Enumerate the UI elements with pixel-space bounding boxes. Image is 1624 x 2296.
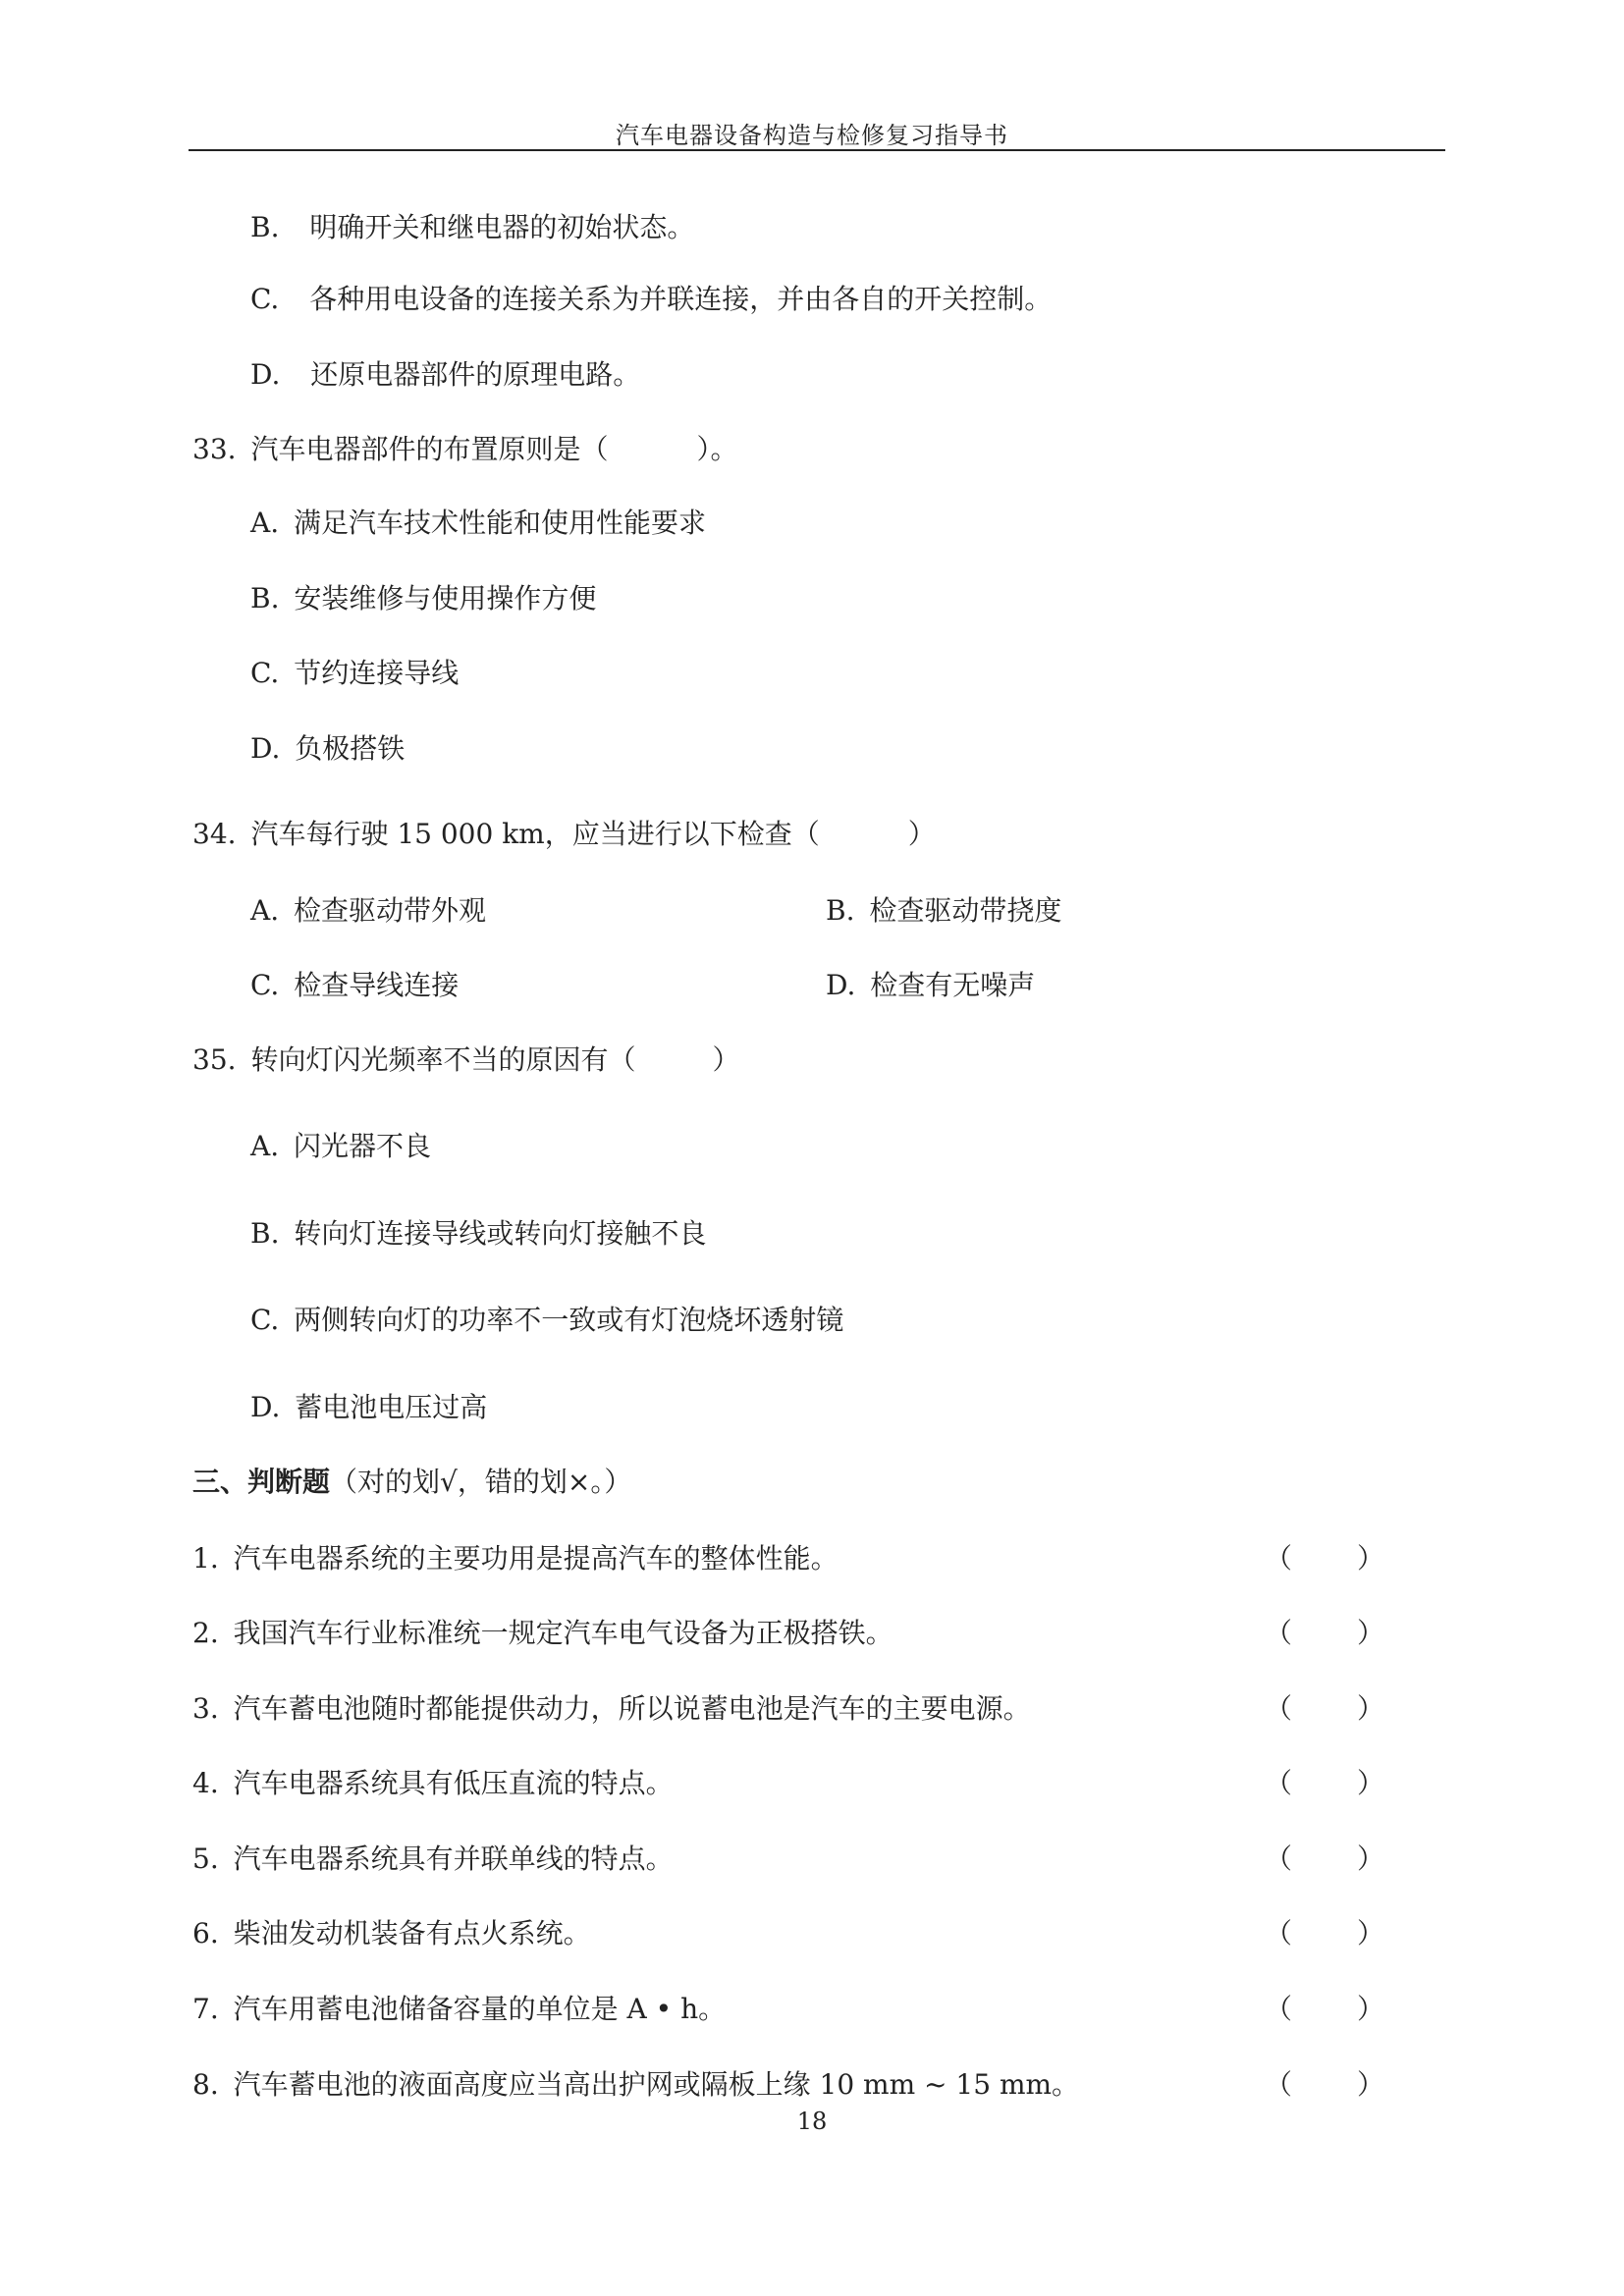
- bracket-open: （: [1265, 1842, 1293, 1875]
- option-text: 各种用电设备的连接关系为并联连接，并由各自的开关控制。: [309, 283, 1053, 315]
- item-text: 柴油发动机装备有点火系统。: [233, 1917, 591, 1949]
- question-stem: 转向灯闪光频率不当的原因有（: [250, 1043, 636, 1076]
- option-letter: B.: [250, 211, 280, 243]
- option-text: 检查驱动带外观: [294, 894, 487, 927]
- question-number: 34.: [192, 818, 237, 850]
- q33-option-b: [250, 581, 596, 616]
- question-stem: 汽车每行驶 15 000 km，应当进行以下检查（: [250, 818, 820, 850]
- q33-option-d: [250, 731, 405, 767]
- bracket-close: ）: [1356, 1542, 1384, 1575]
- option-text: 检查导线连接: [294, 969, 460, 1001]
- option-text: 明确开关和继电器的初始状态。: [309, 211, 695, 243]
- q35-option-a: [250, 1129, 431, 1164]
- option-letter: D.: [250, 732, 281, 765]
- item-text: 汽车电器系统具有低压直流的特点。: [233, 1767, 674, 1799]
- item-text: 汽车蓄电池随时都能提供动力，所以说蓄电池是汽车的主要电源。: [233, 1692, 1031, 1725]
- option-text: 两侧转向灯的功率不一致或有灯泡烧坏透射镜: [294, 1304, 844, 1336]
- judgment-item-2: [192, 1616, 893, 1651]
- judgment-item-1: [192, 1541, 839, 1576]
- answer-bracket[interactable]: [1265, 1916, 1384, 1951]
- bracket-close: ）: [1356, 1917, 1384, 1949]
- answer-bracket[interactable]: [1265, 2067, 1384, 2103]
- option-text: 闪光器不良: [294, 1130, 432, 1162]
- bracket-open: （: [1265, 1993, 1293, 2025]
- bracket-open: （: [1265, 1617, 1293, 1649]
- option-text: 节约连接导线: [294, 657, 460, 689]
- item-number: 2.: [192, 1617, 219, 1649]
- judgment-item-4: [192, 1766, 674, 1801]
- item-number: 5.: [192, 1842, 219, 1875]
- item-number: 1.: [192, 1542, 219, 1575]
- question-34: [192, 817, 936, 852]
- item-text: 汽车电器系统具有并联单线的特点。: [233, 1842, 674, 1875]
- option-letter: D.: [250, 358, 281, 391]
- item-number: 4.: [192, 1767, 219, 1799]
- judgment-item-6: [192, 1916, 591, 1951]
- bracket-close: ）: [1356, 1993, 1384, 2025]
- option-letter: C.: [250, 969, 280, 1001]
- question-stem-close: ）: [907, 818, 936, 850]
- judgment-item-5: [192, 1842, 674, 1877]
- item-text: 我国汽车行业标准统一规定汽车电气设备为正极搭铁。: [233, 1617, 893, 1649]
- question-stem-close: ）: [712, 1043, 740, 1076]
- judgment-item-7: [192, 1992, 726, 2027]
- option-letter: B.: [250, 1217, 280, 1250]
- q34-option-c: [250, 968, 459, 1003]
- question-number: 35.: [192, 1043, 237, 1076]
- section-title: 三、判断题: [192, 1466, 331, 1498]
- answer-bracket[interactable]: [1265, 1992, 1384, 2027]
- bracket-close: ）: [1356, 1842, 1384, 1875]
- bracket-close: ）: [1356, 1692, 1384, 1725]
- bracket-open: （: [1265, 2068, 1293, 2101]
- question-stem-close: ）。: [696, 433, 738, 465]
- item-number: 3.: [192, 1692, 219, 1725]
- judgment-item-8: [192, 2067, 1079, 2103]
- q34-option-b: [826, 893, 1061, 929]
- section-heading: [192, 1465, 631, 1500]
- item-number: 7.: [192, 1993, 219, 2025]
- bracket-close: ）: [1356, 2068, 1384, 2101]
- q32-option-b: [250, 210, 694, 245]
- q35-option-b: [250, 1216, 706, 1252]
- option-text: 蓄电池电压过高: [295, 1391, 488, 1423]
- header-rule: [189, 149, 1445, 151]
- option-text: 负极搭铁: [295, 732, 406, 765]
- answer-bracket[interactable]: [1265, 1541, 1384, 1576]
- question-number: 33.: [192, 433, 237, 465]
- option-text: 检查有无噪声: [870, 969, 1036, 1001]
- answer-bracket[interactable]: [1265, 1616, 1384, 1651]
- option-text: 检查驱动带挠度: [869, 894, 1062, 927]
- item-text: 汽车蓄电池的液面高度应当高出护网或隔板上缘 10 mm ~ 15 mm。: [233, 2068, 1080, 2101]
- q32-option-c: [250, 282, 1052, 317]
- question-35: [192, 1042, 739, 1078]
- judgment-item-3: [192, 1691, 1031, 1727]
- question-33: [192, 432, 737, 467]
- bracket-close: ）: [1356, 1617, 1384, 1649]
- answer-bracket[interactable]: [1265, 1691, 1384, 1727]
- section-instruction: （对的划√，错的划×。）: [330, 1466, 632, 1498]
- option-letter: A.: [250, 507, 280, 539]
- option-text: 还原电器部件的原理电路。: [310, 358, 641, 391]
- bracket-open: （: [1265, 1917, 1293, 1949]
- option-letter: D.: [250, 1391, 281, 1423]
- q35-option-d: [250, 1390, 487, 1425]
- q34-option-a: [250, 893, 486, 929]
- item-number: 8.: [192, 2068, 219, 2101]
- option-letter: B.: [826, 894, 855, 927]
- q33-option-c: [250, 656, 459, 691]
- bracket-open: （: [1265, 1692, 1293, 1725]
- option-letter: D.: [826, 969, 856, 1001]
- option-letter: A.: [250, 1130, 280, 1162]
- answer-bracket[interactable]: [1265, 1766, 1384, 1801]
- q32-option-d: [250, 357, 640, 393]
- answer-bracket[interactable]: [1265, 1842, 1384, 1877]
- question-stem: 汽车电器部件的布置原则是（: [250, 433, 609, 465]
- option-letter: B.: [250, 582, 280, 614]
- item-text: 汽车用蓄电池储备容量的单位是 A • h。: [233, 1993, 727, 2025]
- option-letter: C.: [250, 1304, 280, 1336]
- q34-option-d: [826, 968, 1035, 1003]
- option-letter: A.: [250, 894, 280, 927]
- q35-option-c: [250, 1303, 843, 1338]
- item-number: 6.: [192, 1917, 219, 1949]
- option-text: 转向灯连接导线或转向灯接触不良: [294, 1217, 707, 1250]
- q33-option-a: [250, 506, 706, 541]
- running-header: 汽车电器设备构造与检修复习指导书: [616, 122, 1008, 149]
- option-letter: C.: [250, 657, 280, 689]
- option-text: 满足汽车技术性能和使用性能要求: [294, 507, 707, 539]
- option-letter: C.: [250, 283, 280, 315]
- bracket-open: （: [1265, 1542, 1293, 1575]
- page-number: 18: [796, 2108, 828, 2135]
- item-text: 汽车电器系统的主要功用是提高汽车的整体性能。: [233, 1542, 839, 1575]
- bracket-close: ）: [1356, 1767, 1384, 1799]
- bracket-open: （: [1265, 1767, 1293, 1799]
- option-text: 安装维修与使用操作方便: [294, 582, 597, 614]
